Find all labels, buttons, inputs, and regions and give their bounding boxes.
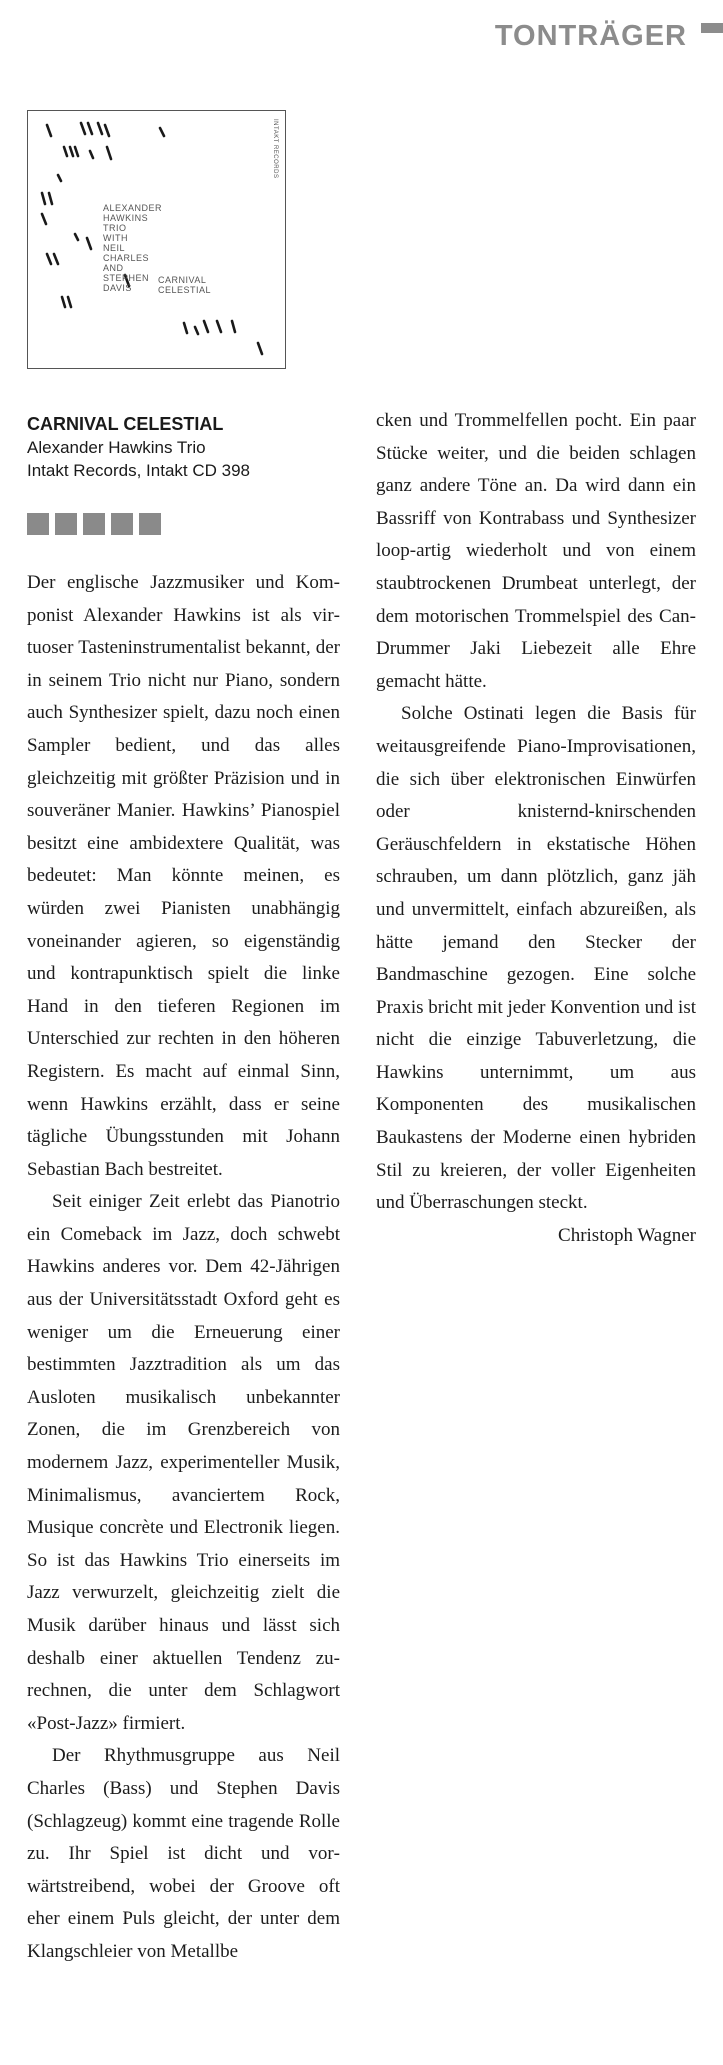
rating-square (83, 513, 105, 535)
release-info (27, 412, 347, 482)
article-paragraph: Solche Ostinati legen die Basis für weitausgreifende Piano-Improvisationen, die sich über elektronischen Einwürfen oder knisternd-knirschenden Geräuschfeldern in ekstatische Höhen schrauben, um dann plötzlich, ganz jäh und unvermittelt, einfach abzureißen, als hätte jemand den Stecker der Bandmaschine gezogen. Eine solche Praxis bricht mit jeder Konvention und ist nicht die einzige Tabuverletzung, die Hawkins unternimmt, um aus Komponenten des musikalischen Baukastens der Moderne einen hybriden Stil zu kreieren, der voller Eigenheiten und Überraschungen steckt. (376, 703, 696, 1214)
release-label: Intakt Records, Intakt CD 398 (27, 461, 250, 480)
section-tab-marker (701, 23, 723, 33)
release-title: CARNIVAL CELESTIAL (27, 414, 224, 434)
album-cover (27, 110, 286, 369)
rating-square (27, 513, 49, 535)
release-artist: Alexander Hawkins Trio (27, 438, 206, 457)
article-author: Christoph Wagner (558, 1224, 696, 1246)
article-paragraph: Seit einiger Zeit erlebt das Pianotrio ein Comeback im Jazz, doch schwebt Hawkins anderes vor. Dem 42-Jährigen aus der Universitätsstadt Oxford geht es weniger um die Erneuerung einer bestimmten Jazztradition als um das Ausloten musikalisch unbekannter Zonen, die im Grenzbereich von modernem Jazz, experimenteller Musik, Minimalismus, avanciertem Rock, Musique concrète und Electronik liegen. So ist das Hawkins Trio einerseits im Jazz verwurzelt, gleichzeitig zielt die Musik darüber hinaus und lässt sich deshalb einer aktuellen Tendenz zurechnen, die unter dem Schlagwort «Post-Jazz» firmiert. (27, 1191, 340, 1734)
rating-square (139, 513, 161, 535)
rating (27, 513, 161, 535)
cover-label-text: INTAKT RECORDS (272, 119, 278, 179)
article-paragraph: Der Rhythmusgruppe aus Neil Charles (Bass) und Stephen Davis (Schlagzeug) kommt eine tragende Rolle zu. Ihr Spiel ist dicht und vorwärtstreibend, wobei der Groove oft eher einem Puls gleicht, der unter dem Klangschleier von Metallbe (27, 1745, 340, 1962)
cover-title-text: CARNIVAL CELESTIAL (158, 275, 212, 295)
rating-square (55, 513, 77, 535)
article-column-right (376, 405, 696, 1252)
section-header (495, 19, 723, 53)
section-title: TONTRÄGER (494, 19, 687, 52)
cover-credits-text: ALEXANDER HAWKINS TRIO WITH NEIL CHARLES AND STEPHEN DAVIS (103, 203, 163, 293)
article-paragraph: cken und Trommelfellen pocht. Ein paar Stücke weiter, und die beiden schlagen ganz andere Töne an. Da wird dann ein Bassriff von Kontrabass und Synthesizer loop-artig wiederholt und von einem staubtrockenen Drumbeat unterlegt, der dem motorischen Trommelspiel des Can-Drummer Jaki Liebezeit alle Ehre gemacht hätte. (376, 410, 696, 692)
article-paragraph: Der englische Jazzmusiker und Komponist Alexander Hawkins ist als virtuoser Tasteninstrumentalist bekannt, der in seinem Trio nicht nur Piano, sondern auch Synthesizer spielt, dazu noch einen Sampler bedient, und das alles gleichzeitig mit größter Präzision und in souveräner Manier. Hawkins’ Pianospiel besitzt eine ambidextere Qualität, was bedeutet: Man könnte meinen, es würden zwei Pianisten unabhängig voneinander agieren, so eigenständig und kontrapunktisch spielt die linke Hand in den tieferen Regionen im Unterschied zur rechten in den höheren Registern. Es macht auf einmal Sinn, wenn Hawkins erzählt, dass er seine tägliche Übungsstunden mit Johann Sebastian Bach bestreitet. (27, 572, 340, 1180)
article-column-left (27, 567, 340, 1969)
rating-square (111, 513, 133, 535)
